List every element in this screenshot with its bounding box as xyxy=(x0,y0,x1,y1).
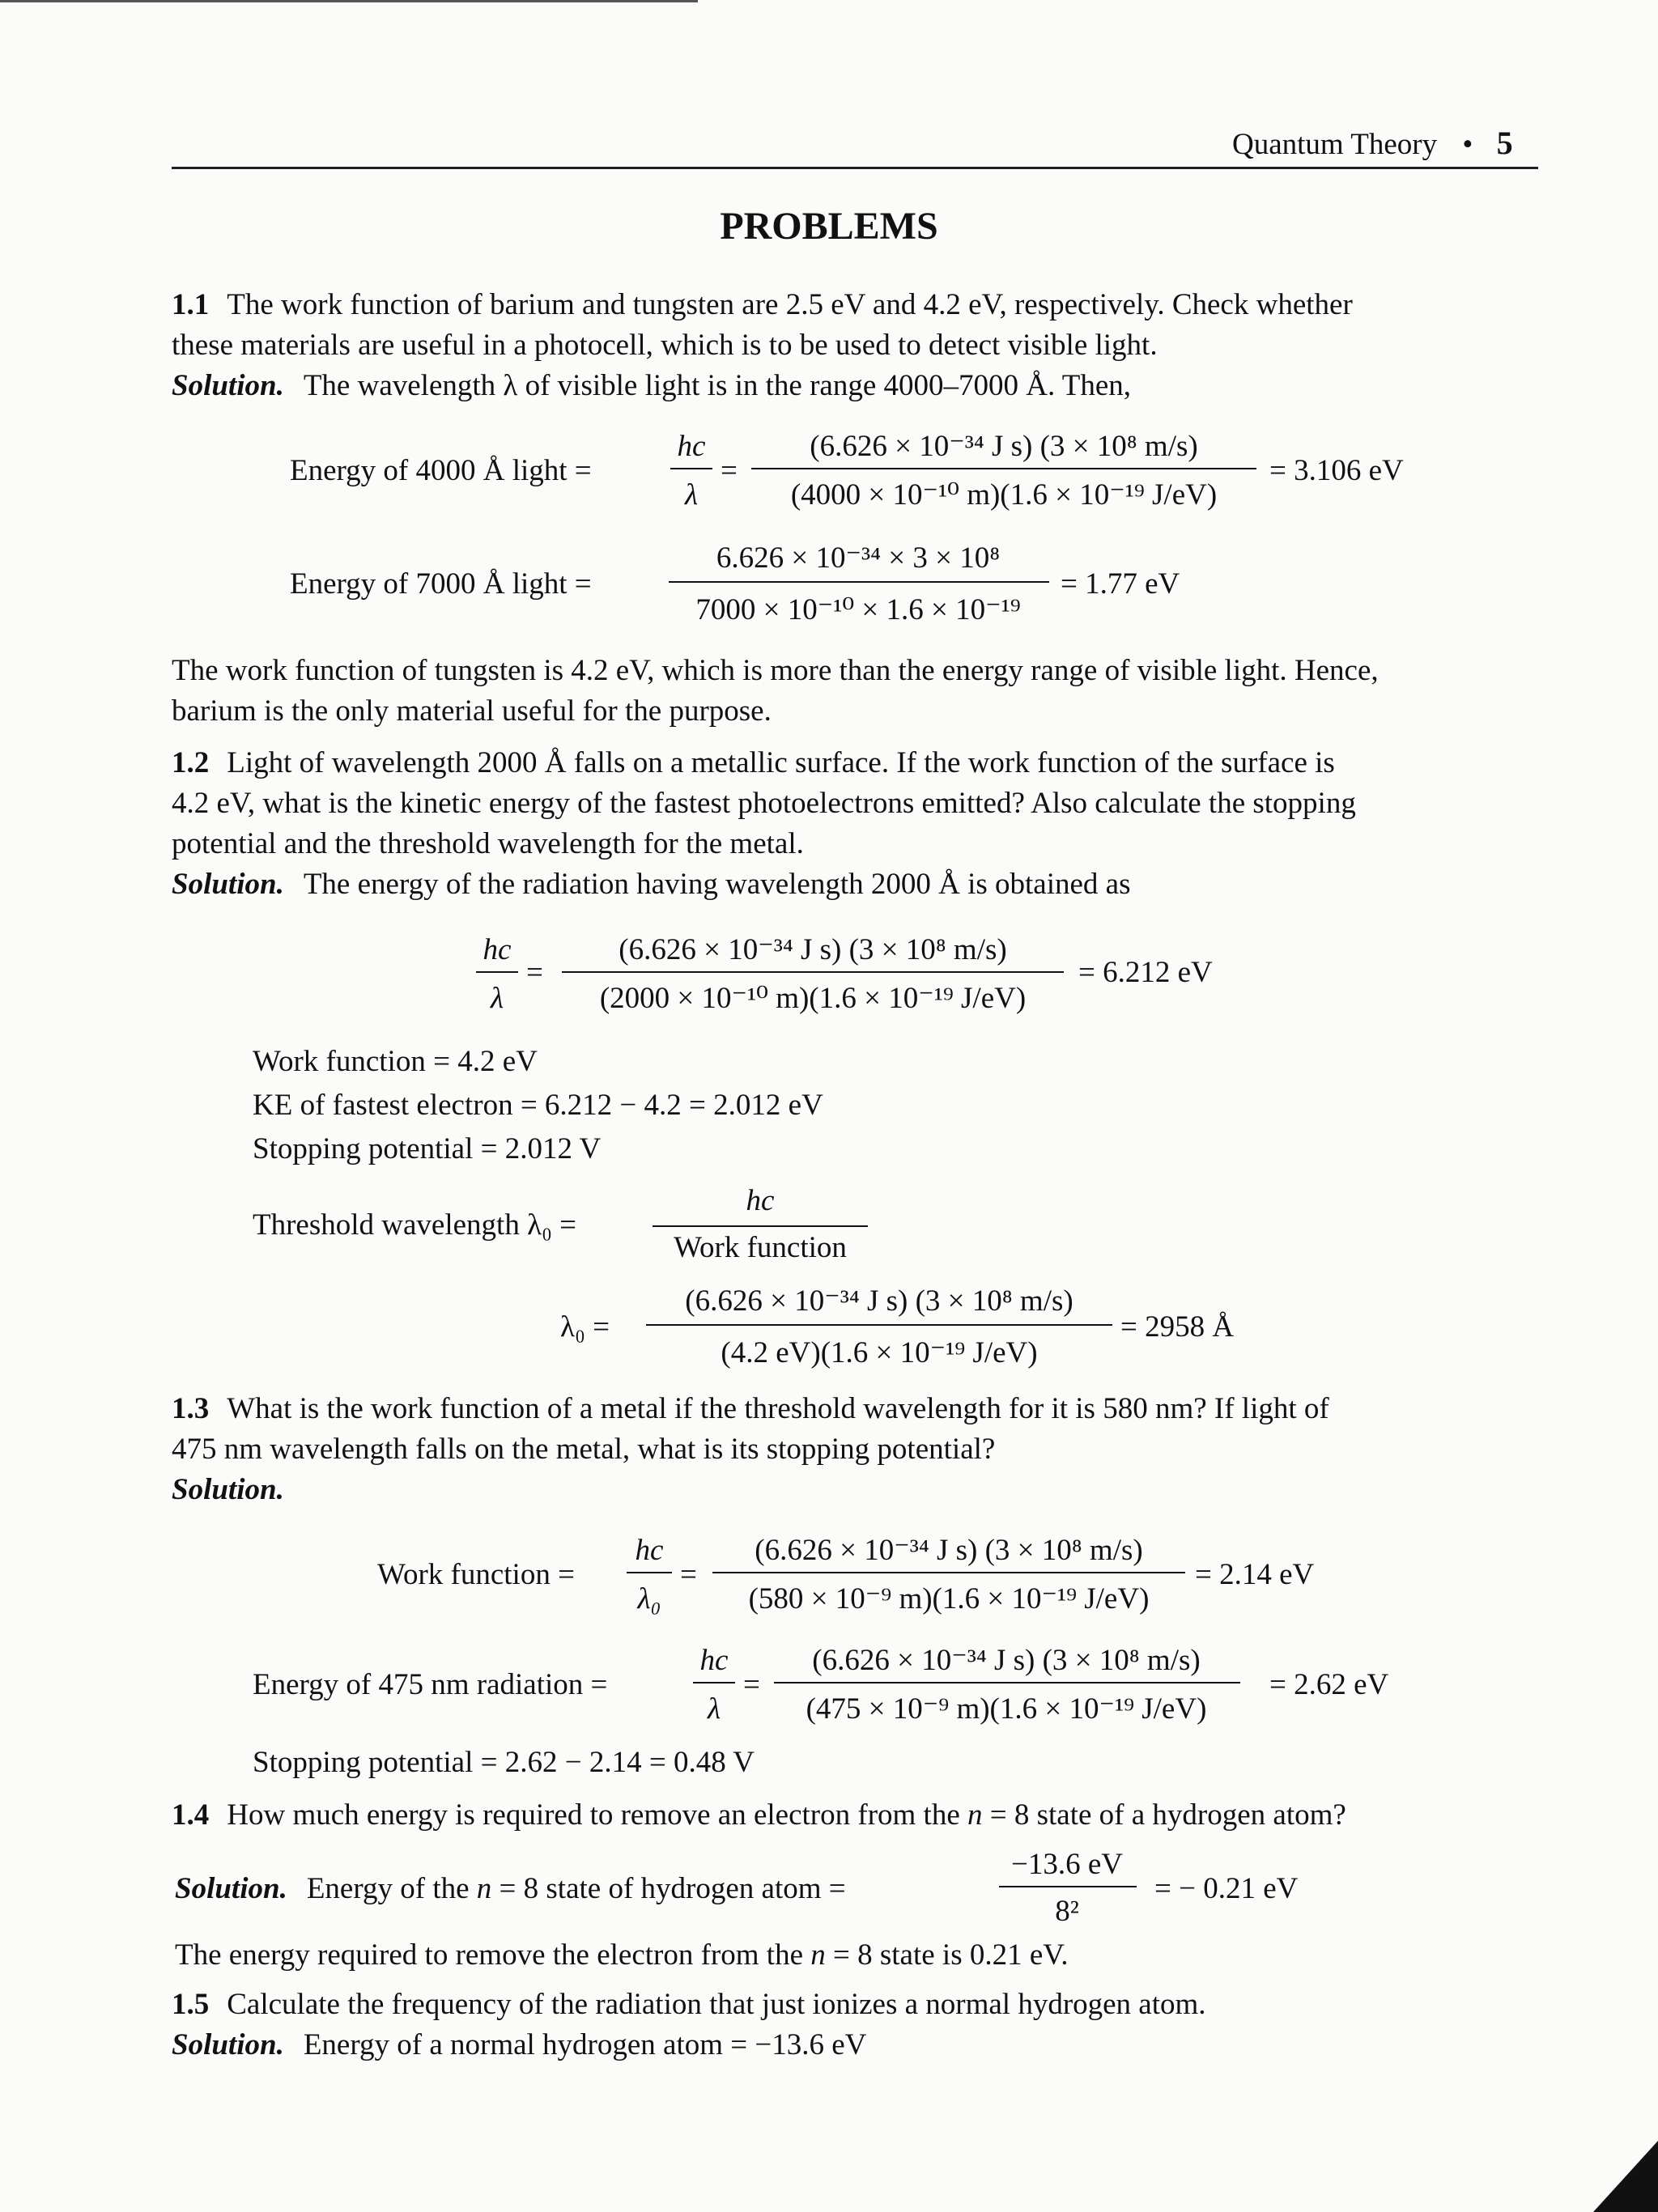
problem-number: 1.5 xyxy=(172,1988,210,2021)
equation-label: Energy of 475 nm radiation = xyxy=(253,1668,608,1701)
problem-text: potential and the threshold wavelength for the metal. xyxy=(172,827,804,860)
equation-label: Energy of 7000 Å light = xyxy=(290,567,592,601)
conclusion-text: The work function of tungsten is 4.2 eV, which is more than the energy range of visible light. Hence, xyxy=(172,654,1379,687)
scan-top-edge xyxy=(0,0,698,2)
equation-result: = 2.14 eV xyxy=(1195,1558,1315,1591)
fraction-numerator: hc xyxy=(677,430,706,463)
fraction-numerator: 6.626 × 10⁻³⁴ × 3 × 10⁸ xyxy=(716,541,1001,575)
conclusion-text: = 8 state is 0.21 eV. xyxy=(825,1938,1069,1972)
problem-text: Calculate the frequency of the radiation that just ionizes a normal hydrogen atom. xyxy=(227,1988,1206,2021)
solution-label: Solution. xyxy=(172,868,284,901)
fraction-numerator: (6.626 × 10⁻³⁴ J s) (3 × 10⁸ m/s) xyxy=(810,430,1198,463)
solution-text: Energy of the xyxy=(306,1872,477,1905)
running-title: Quantum Theory xyxy=(1232,128,1438,161)
fraction-numerator: (6.626 × 10⁻³⁴ J s) (3 × 10⁸ m/s) xyxy=(685,1284,1073,1318)
header-bullet: • xyxy=(1462,128,1473,161)
kinetic-energy-line: KE of fastest electron = 6.212 − 4.2 = 2.012 eV xyxy=(253,1089,823,1122)
fraction-denominator: (4.2 eV)(1.6 × 10⁻¹⁹ J/eV) xyxy=(721,1336,1038,1369)
fraction-numerator: −13.6 eV xyxy=(1010,1848,1123,1881)
problem-1-4 xyxy=(172,1795,1538,1836)
problem-number: 1.1 xyxy=(172,288,210,321)
equation-result: = 2958 Å xyxy=(1120,1310,1235,1344)
fraction-denominator: 7000 × 10⁻¹⁰ × 1.6 × 10⁻¹⁹ xyxy=(695,593,1021,626)
problem-1-3 xyxy=(172,1389,1538,1510)
fraction-denominator: λ xyxy=(490,982,504,1015)
problem-text: The work function of barium and tungsten are 2.5 eV and 4.2 eV, respectively. Check whether xyxy=(227,288,1353,321)
solution-text: The wavelength λ of visible light is in the range 4000–7000 Å. Then, xyxy=(303,369,1132,402)
fraction-numerator: (6.626 × 10⁻³⁴ J s) (3 × 10⁸ m/s) xyxy=(755,1534,1143,1567)
solution-line-1-4 xyxy=(175,1871,846,1907)
conclusion-text: barium is the only material useful for the purpose. xyxy=(172,694,772,728)
fraction-numerator: hc xyxy=(746,1184,775,1217)
fraction-denominator: Work function xyxy=(674,1231,847,1264)
fraction-denominator: 8² xyxy=(1055,1895,1079,1928)
fraction-bar xyxy=(669,581,1049,583)
fraction-denominator: (4000 × 10⁻¹⁰ m)(1.6 × 10⁻¹⁹ J/eV) xyxy=(790,478,1218,512)
problem-text: What is the work function of a metal if the threshold wavelength for it is 580 nm? If light of xyxy=(227,1392,1329,1425)
stopping-potential-line: Stopping potential = 2.012 V xyxy=(253,1132,602,1165)
quantum-number: n xyxy=(476,1872,492,1905)
solution-label: Solution. xyxy=(172,1473,284,1506)
equation-label: Energy of 4000 Å light = xyxy=(290,454,592,487)
problem-1-1 xyxy=(172,285,1538,406)
stopping-potential-line: Stopping potential = 2.62 − 2.14 = 0.48 V xyxy=(253,1746,755,1779)
solution-text: = 8 state of hydrogen atom = xyxy=(491,1872,846,1905)
fraction-denominator: (2000 × 10⁻¹⁰ m)(1.6 × 10⁻¹⁹ J/eV) xyxy=(599,982,1027,1015)
problem-text: these materials are useful in a photocell, which is to be used to detect visible light. xyxy=(172,329,1158,362)
solution-text: The energy of the radiation having wavelength 2000 Å is obtained as xyxy=(303,868,1131,901)
equals-sign: = xyxy=(526,956,543,989)
equation-label: Work function = xyxy=(377,1558,575,1591)
problem-1-5 xyxy=(172,1985,1538,2066)
equation-result: = 3.106 eV xyxy=(1269,454,1404,487)
equation-result: = 6.212 eV xyxy=(1078,956,1213,989)
fraction-bar xyxy=(562,971,1064,973)
fraction-numerator: hc xyxy=(635,1534,664,1567)
equation-result: = 1.77 eV xyxy=(1061,567,1180,601)
solution-label: Solution. xyxy=(172,369,284,402)
fraction-numerator: hc xyxy=(483,933,512,966)
solution-label: Solution. xyxy=(172,2028,284,2061)
equation-label: Threshold wavelength λ₀ = xyxy=(253,1208,577,1242)
fraction-bar xyxy=(999,1886,1137,1887)
problem-1-2 xyxy=(172,743,1538,905)
running-header xyxy=(1232,123,1513,165)
problem-number: 1.4 xyxy=(172,1798,210,1832)
problem-text: = 8 state of a hydrogen atom? xyxy=(982,1798,1346,1832)
conclusion-text: The energy required to remove the electron from the xyxy=(175,1938,811,1972)
fraction-bar xyxy=(653,1225,868,1227)
equation-result: = 2.62 eV xyxy=(1269,1668,1389,1701)
fraction-bar xyxy=(670,468,712,469)
fraction-numerator: (6.626 × 10⁻³⁴ J s) (3 × 10⁸ m/s) xyxy=(812,1644,1201,1677)
section-title: PROBLEMS xyxy=(720,205,938,248)
solution-text: Energy of a normal hydrogen atom = −13.6 eV xyxy=(303,2028,867,2061)
problem-text: Light of wavelength 2000 Å falls on a metallic surface. If the work function of the surface is xyxy=(227,746,1335,779)
equals-sign: = xyxy=(680,1558,697,1591)
fraction-denominator: (580 × 10⁻⁹ m)(1.6 × 10⁻¹⁹ J/eV) xyxy=(748,1582,1150,1615)
scan-corner-fold xyxy=(1593,2141,1658,2212)
equation-result: = − 0.21 eV xyxy=(1154,1872,1299,1905)
quantum-number: n xyxy=(967,1798,983,1832)
equals-sign: = xyxy=(721,454,738,487)
solution-label: Solution. xyxy=(175,1872,287,1905)
fraction-bar xyxy=(693,1682,735,1683)
fraction-numerator: (6.626 × 10⁻³⁴ J s) (3 × 10⁸ m/s) xyxy=(619,933,1007,966)
conclusion-1-1 xyxy=(172,651,1538,732)
fraction-bar xyxy=(476,971,518,973)
fraction-denominator: λ xyxy=(707,1692,721,1726)
problem-text: 475 nm wavelength falls on the metal, what is its stopping potential? xyxy=(172,1433,996,1466)
problem-text: How much energy is required to remove an electron from the xyxy=(227,1798,968,1832)
header-rule xyxy=(172,167,1538,169)
fraction-denominator: λ₀ xyxy=(637,1582,661,1615)
problem-number: 1.3 xyxy=(172,1392,210,1425)
fraction-numerator: hc xyxy=(699,1644,729,1677)
fraction-bar xyxy=(646,1324,1112,1326)
problem-text: 4.2 eV, what is the kinetic energy of the fastest photoelectrons emitted? Also calculate the stopping xyxy=(172,787,1356,820)
equation-label: λ₀ = xyxy=(560,1310,610,1344)
fraction-bar xyxy=(712,1572,1185,1573)
problem-number: 1.2 xyxy=(172,746,210,779)
fraction-denominator: λ xyxy=(684,478,699,512)
equals-sign: = xyxy=(743,1668,760,1701)
work-function-line: Work function = 4.2 eV xyxy=(253,1045,538,1078)
fraction-denominator: (475 × 10⁻⁹ m)(1.6 × 10⁻¹⁹ J/eV) xyxy=(806,1692,1207,1726)
fraction-bar xyxy=(627,1572,672,1573)
fraction-bar xyxy=(751,468,1256,469)
page-number: 5 xyxy=(1496,125,1513,161)
quantum-number: n xyxy=(810,1938,826,1972)
conclusion-1-4 xyxy=(175,1938,1068,1973)
fraction-bar xyxy=(774,1682,1240,1683)
